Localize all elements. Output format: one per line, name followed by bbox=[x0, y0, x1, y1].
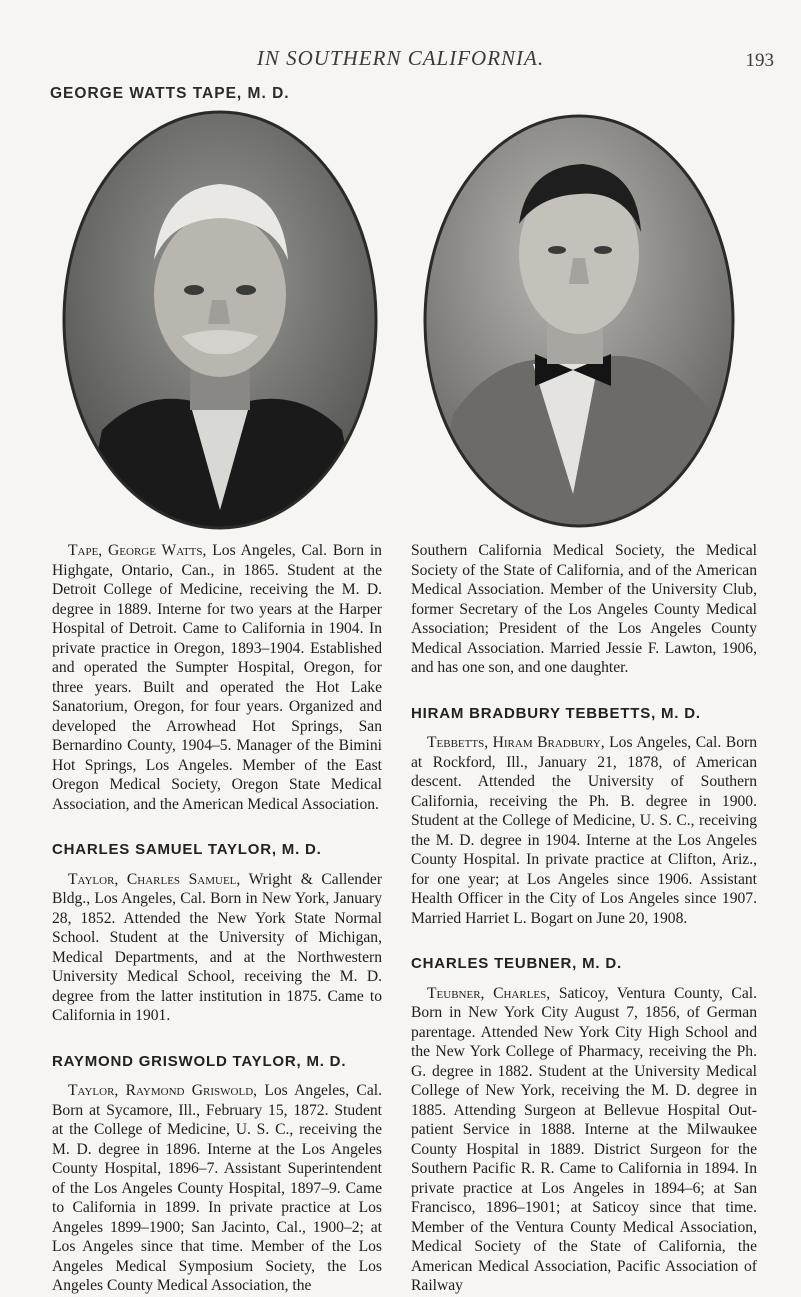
heading-hiram-bradbury-tebbetts: HIRAM BRADBURY TEBBETTS, M. D. bbox=[411, 704, 701, 722]
portrait-oval-right bbox=[423, 114, 735, 529]
entry-text: , Los Angeles, Cal. Born at Sycamore, Ill., February 15, 1872. Student at the College of Medicine, U. S. C., receiving the M. D. degree in 1896. Interne at the Los Angeles County Hospital, 1896–7. Assistant Superintendent of the Los Angeles County Hospital, 1897–9. Came to California in 1899. In private practice at Los Angeles 1899–1900; San Jacinto, Cal., 1900–2; at Los Angeles since that time. Member of the Los Angeles Medical Symposium Society, the Los Angeles County Medical Association, the bbox=[52, 1082, 382, 1294]
portrait-hiram-bradbury-tebbetts bbox=[423, 114, 735, 529]
heading-charles-teubner: CHARLES TEUBNER, M. D. bbox=[411, 955, 622, 972]
entry-name: Taylor, Charles Samuel bbox=[68, 870, 237, 888]
biography-raymond-taylor bbox=[52, 1081, 382, 1296]
biography-teubner bbox=[411, 984, 757, 1296]
portrait-george-watts-tape bbox=[62, 110, 378, 530]
biography-tebbetts bbox=[411, 733, 757, 928]
biography-raymond-taylor-continued: Southern California Medical Society, the Medical Society of the State of California, and of the American Medical Association. Member of the University Club, former Secretary of the Los Angeles County Medical Association; President of the Los Angeles County Medical Association. Married Jessie F. Lawton, 1906, and has one son, and one daughter. bbox=[411, 542, 757, 676]
right-column bbox=[411, 541, 757, 1296]
heading-charles-samuel-taylor: CHARLES SAMUEL TAYLOR, M. D. bbox=[52, 841, 322, 858]
page-number: 193 bbox=[745, 50, 774, 71]
running-head: IN SOUTHERN CALIFORNIA. bbox=[256, 46, 545, 70]
left-column bbox=[52, 541, 382, 1296]
photo-caption: GEORGE WATTS TAPE, M. D. bbox=[50, 85, 290, 102]
entry-text: , Los Angeles, Cal. Born in Highgate, Ontario, Can., in 1865. Student at the Detroit College of Medicine, receiving the M. D. degree in 1889. Interne for two years at the Harper Hospital of Detroit. Came to California in 1904. In private practice in Oregon, 1893–1904. Established and operated the Sumpter Hospital, Oregon, for three years. Built and operated the Hot Lake Sanatorium, Oregon, for four years. Organized and developed the Arrowhead Hot Springs, San Bernardino County, 1904–5. Manager of the Bimini Hot Springs, Los Angeles. Member of the East Oregon Medical Society, Oregon State Medical Association, and the American Medical Association. bbox=[52, 542, 382, 813]
entry-text: , Wright & Callender Bldg., Los Angeles, Cal. Born in New York, January 28, 1852. Attended the New York State Normal School. Student at the University of Michigan, Medical Departments, and at the Northwestern University Medical School, receiving the M. D. degree from the latter institution in 1875. Came to California in 1901. bbox=[52, 870, 383, 1024]
entry-text: , Los Angeles, Cal. Born at Rockford, Ill., January 21, 1878, of American descent. Attended the University of Southern California, receiving the Ph. B. degree in 1900. Student at the College of Medicine, U. S. C., receiving the M. D. degree in 1904. Interne at the Los Angeles County Hospital. In private practice at Clifton, Ariz., for one year; at Los Angeles since 1906. Assistant Health Officer in the City of Los Angeles since 1907. Married Harriet L. Bogart on June 20, 1908. bbox=[411, 734, 757, 927]
biography-charles-taylor bbox=[52, 870, 382, 1026]
entry-name: Tape, George Watts bbox=[68, 542, 203, 559]
entry-name: Tebbetts, Hiram Bradbury bbox=[427, 734, 601, 751]
heading-raymond-griswold-taylor: RAYMOND GRISWOLD TAYLOR, M. D. bbox=[52, 1052, 347, 1070]
entry-name: Teubner, Charles bbox=[427, 984, 547, 1002]
portrait-oval-left bbox=[62, 110, 378, 530]
entry-name: Taylor, Raymond Griswold bbox=[68, 1082, 254, 1099]
biography-tape bbox=[52, 541, 382, 814]
entry-text: , Saticoy, Ventura County, Cal. Born in New York City August 7, 1856, of German parentage. Attended New York City High School and the New York College of Pharmacy, receiving the Ph. G. degree in 1882. Student at the University Medical College of New York, receiving the M. D. degree in 1885. Attending Surgeon at Bellevue Hospital Out-patient Service in 1888. Interne at the Milwaukee County Hospital in 1889. District Surgeon for the Southern Pacific R. R. Came to California in 1894. In private practice at Los Angeles in 1894–6; at San Francisco, 1896–1901; at Saticoy since that time. Member of the Ventura County Medical Association, Medical Society of the State of California, the American Medical Association, Pacific Association of Railway bbox=[411, 984, 757, 1294]
